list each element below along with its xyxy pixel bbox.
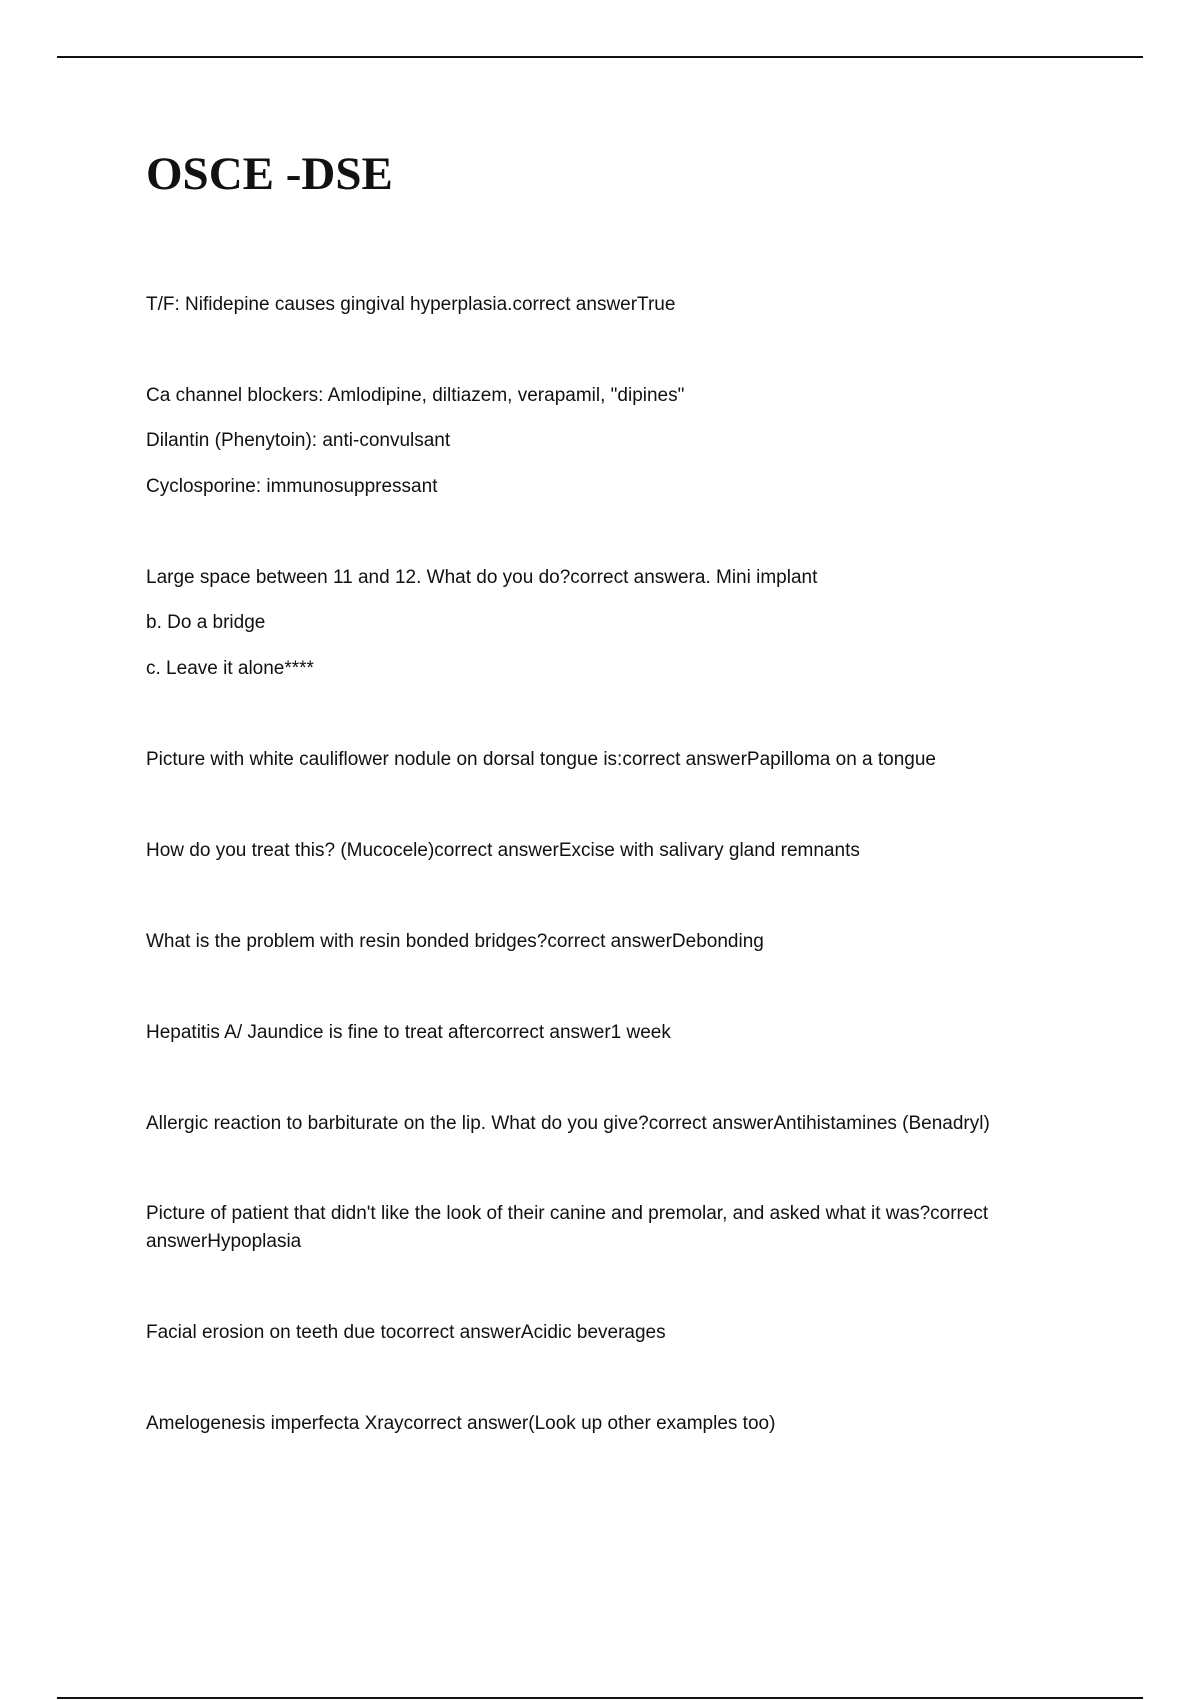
question-line: Large space between 11 and 12. What do you do?correct answera. Mini implant	[146, 567, 818, 588]
bottom-rule	[57, 1697, 1143, 1699]
question-line: Picture with white cauliflower nodule on dorsal tongue is:correct answerPapilloma on a tongue	[146, 749, 936, 770]
question-line: What is the problem with resin bonded bridges?correct answerDebonding	[146, 931, 764, 952]
question-line: Facial erosion on teeth due tocorrect answerAcidic beverages	[146, 1322, 666, 1343]
top-rule	[57, 56, 1143, 58]
question-line: Picture of patient that didn't like the look of their canine and premolar, and asked what it was?correct answerHypoplasia	[146, 1203, 989, 1252]
question-line: T/F: Nifidepine causes gingival hyperplasia.correct answerTrue	[146, 294, 676, 315]
question-line: Allergic reaction to barbiturate on the lip. What do you give?correct answerAntihistamines (Benadryl)	[146, 1113, 990, 1134]
answer-detail-line: Cyclosporine: immunosuppressant	[146, 476, 438, 497]
page-title: OSCE -DSE	[146, 148, 393, 200]
question-line: Amelogenesis imperfecta Xraycorrect answer(Look up other examples too)	[146, 1413, 776, 1434]
answer-detail-line: Dilantin (Phenytoin): anti-convulsant	[146, 430, 451, 451]
question-line: Hepatitis A/ Jaundice is fine to treat aftercorrect answer1 week	[146, 1022, 671, 1043]
question-line: How do you treat this? (Mucocele)correct answerExcise with salivary gland remnants	[146, 840, 860, 861]
answer-detail-line: Ca channel blockers: Amlodipine, diltiazem, verapamil, "dipines"	[146, 385, 685, 406]
answer-option-line: b. Do a bridge	[146, 612, 266, 633]
answer-option-line: c. Leave it alone****	[146, 658, 314, 679]
